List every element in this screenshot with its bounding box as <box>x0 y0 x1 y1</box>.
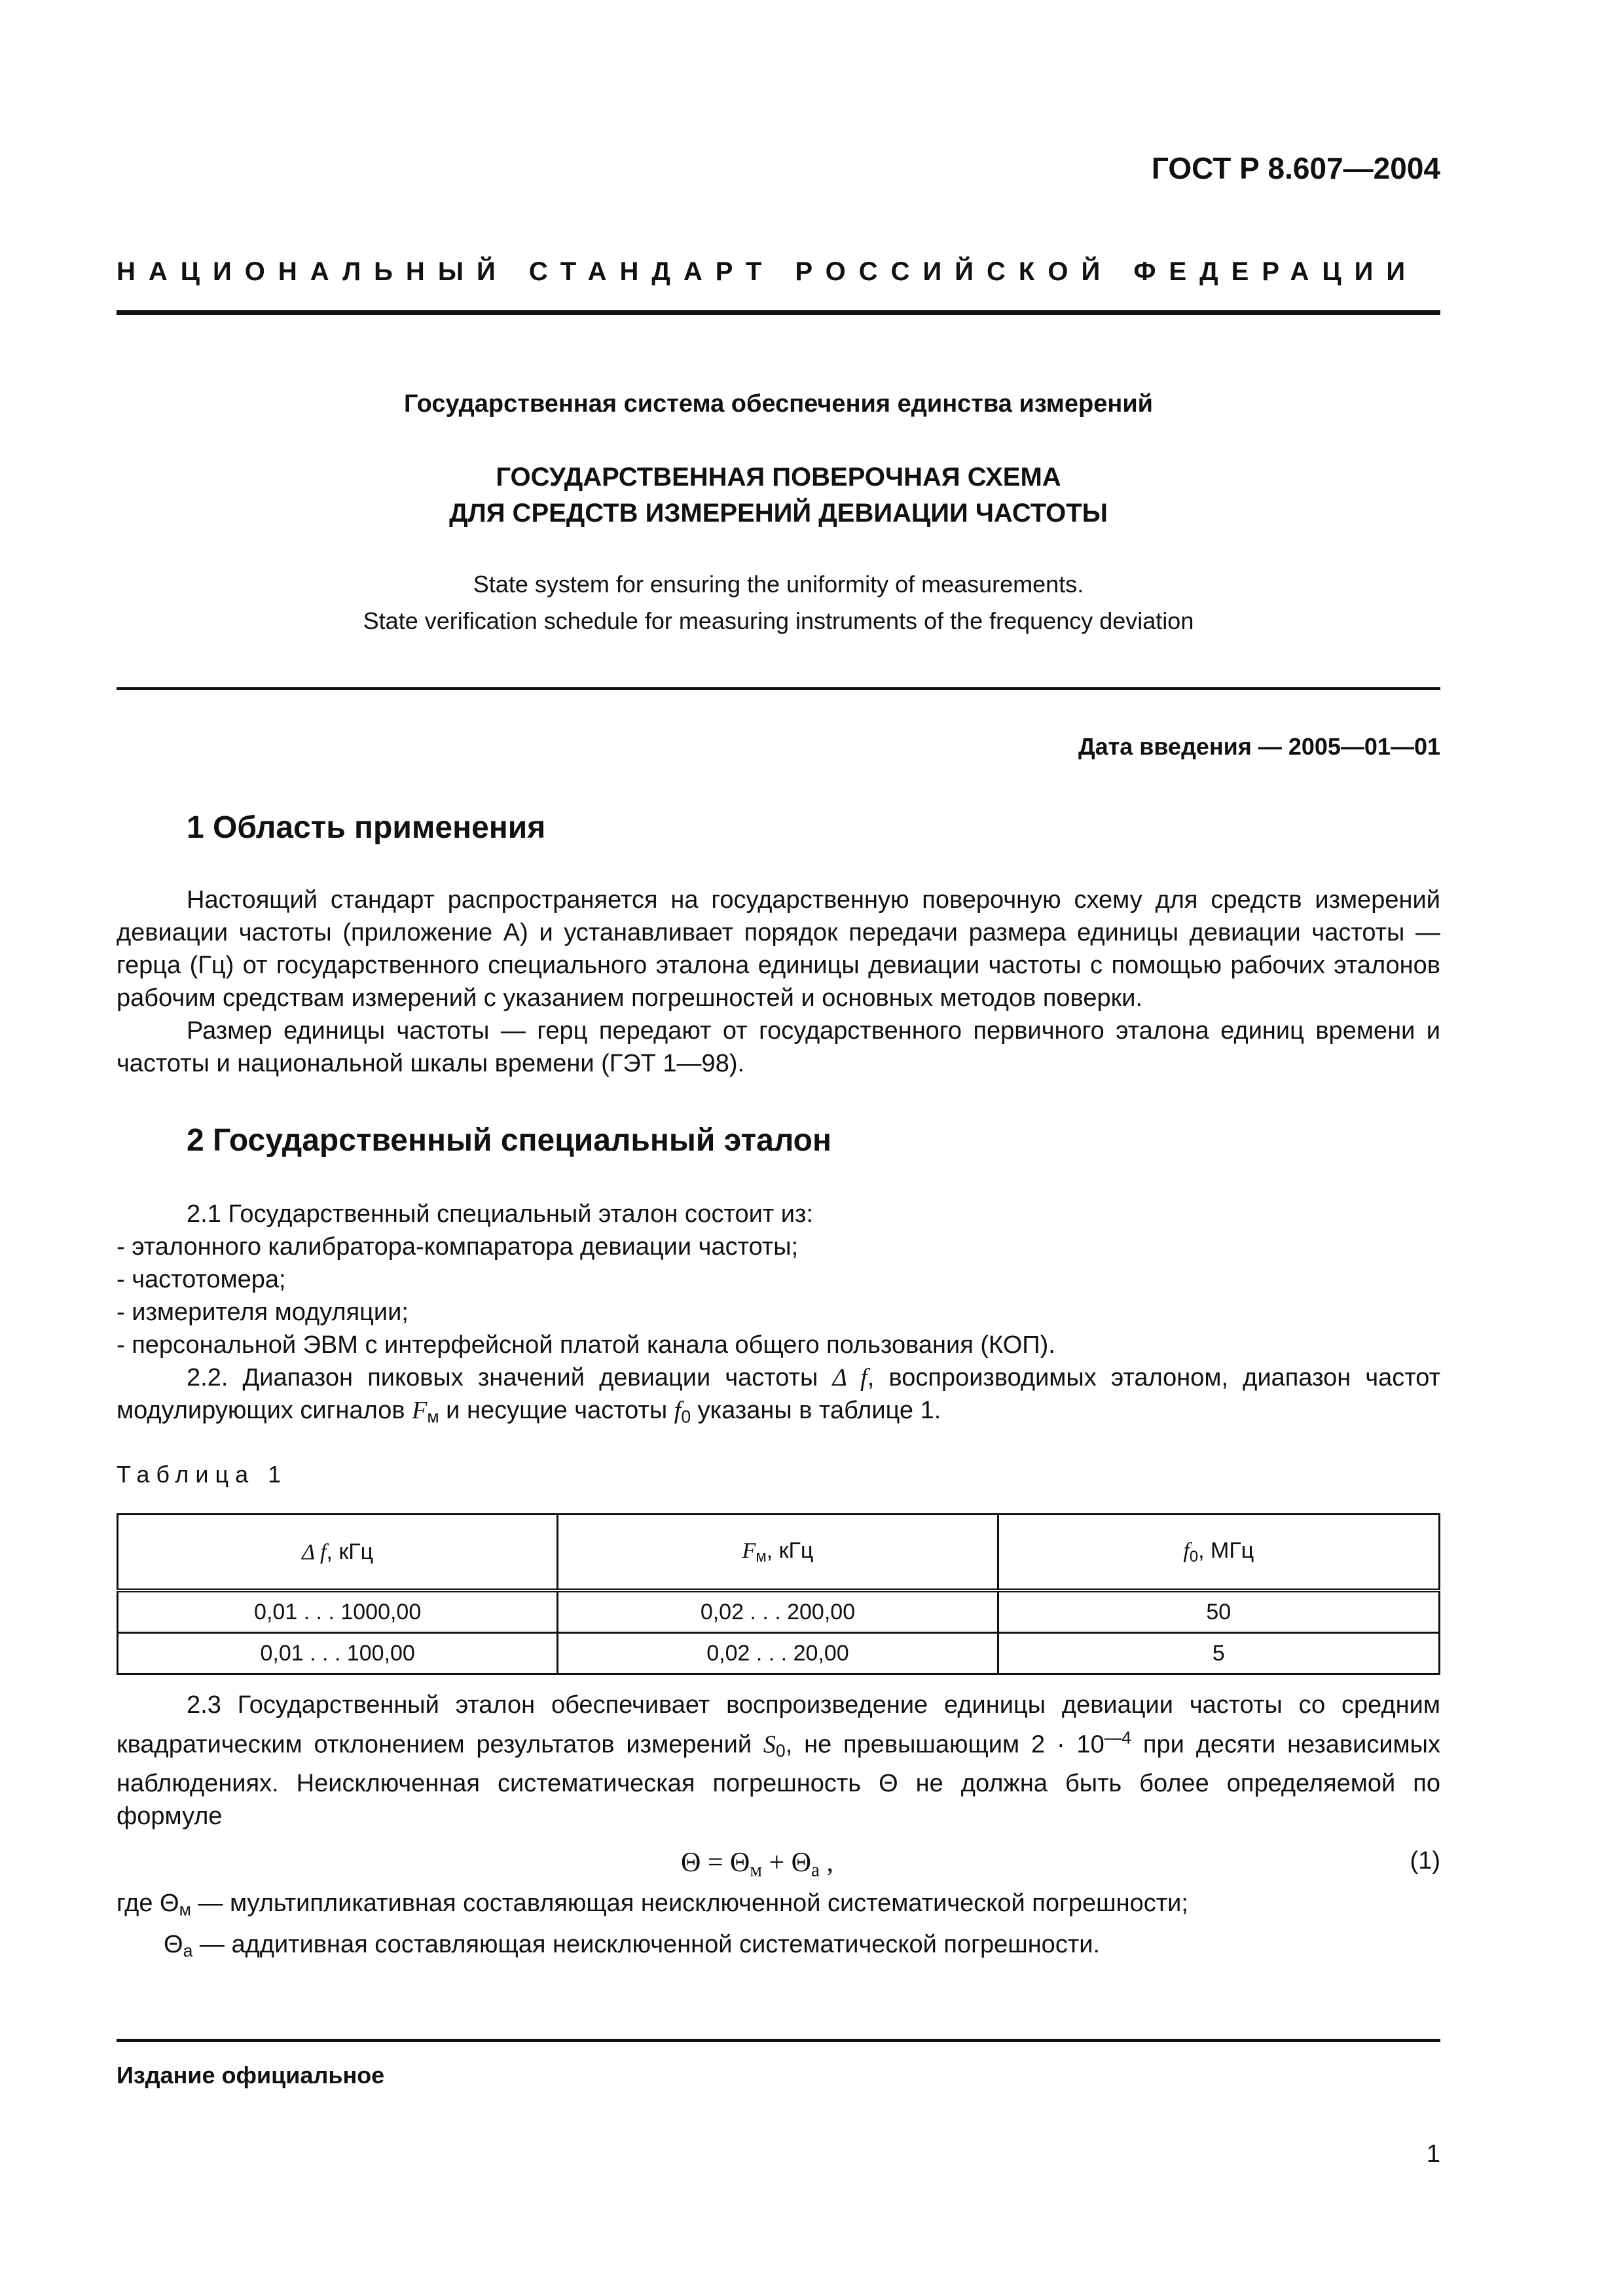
english-title-line2: State verification schedule for measuring instruments of the frequency deviation <box>363 607 1194 634</box>
clause-2-2: 2.2. Диапазон пиковых значений девиации частоты Δ f, воспроизводимых эталоном, диапазон частот модулирующих сигналов $F_м$ и несущие частоты $f_0$ указаны в таблице 1. <box>117 1364 1440 1427</box>
table-cell: 0,01 . . . 100,00 <box>118 1633 558 1674</box>
national-standard-banner: НАЦИОНАЛЬНЫЙ СТАНДАРТ РОССИЙСКОЙ ФЕДЕРАЦИИ <box>117 257 1419 286</box>
table-header-row <box>118 1515 1440 1591</box>
table-caption: Таблица 1 <box>117 1461 288 1488</box>
table-row <box>118 1590 1440 1633</box>
clause-2-1: 2.1 Государственный специальный эталон состоит из: <box>187 1200 813 1228</box>
list-item: - частотомера; <box>117 1266 286 1293</box>
main-title-line1: ГОСУДАРСТВЕННАЯ ПОВЕРОЧНАЯ СХЕМА <box>496 463 1061 492</box>
formula-number: (1) <box>1410 1847 1440 1874</box>
document-number: ГОСТ Р 8.607—2004 <box>1151 151 1440 185</box>
list-item: - измерителя модуляции; <box>117 1299 409 1326</box>
table-cell: 0,02 . . . 20,00 <box>558 1633 998 1674</box>
table-cell: 0,02 . . . 200,00 <box>558 1590 998 1633</box>
formula-1: $\Theta = \Theta_м + \Theta_а$ , <box>681 1848 834 1881</box>
section1-heading: 1 Область применения <box>187 810 546 845</box>
footer-divider <box>117 2039 1440 2042</box>
section2-heading: 2 Государственный специальный эталон <box>187 1123 831 1158</box>
section1-paragraph1: Настоящий стандарт распространяется на государственную поверочную схему для средств измерений девиации частоты (приложение А) и устанавливает порядок передачи размера единицы девиации частоты — герца (Гц) от государственного специального эталона единицы девиации частоты с помощью рабочих эталонов рабочим средствам измерений с указанием погрешностей и основных методов поверки. <box>117 886 1440 1012</box>
list-item: - эталонного калибратора-компаратора девиации частоты; <box>117 1233 799 1261</box>
system-title: Государственная система обеспечения единства измерений <box>403 390 1154 418</box>
title-divider <box>117 687 1440 690</box>
table-row <box>118 1633 1440 1674</box>
table-cell: 5 <box>998 1633 1439 1674</box>
table-1 <box>117 1513 1440 1675</box>
page-number: 1 <box>1426 2140 1440 2168</box>
english-title-line1: State system for ensuring the uniformity of measurements. <box>473 571 1084 598</box>
table-header-cell: $F_м$, кГц <box>558 1515 998 1591</box>
where-definition-1: где $\Theta_м$ — мультипликативная составляющая неисключенной систематической погрешности; <box>117 1890 1188 1920</box>
introduction-date: Дата введения — 2005—01—01 <box>1078 733 1440 760</box>
table-header-cell: $f_0$, МГц <box>998 1515 1439 1591</box>
clause-2-3: 2.3 Государственный эталон обеспечивает воспроизведение единицы девиации частоты со средним квадратическим отклонением результатов измерений $S_0$, не превышающим $2 \cdot 10^{—4}$ при десяти независимых наблюдениях. Неисключенная систематическая погрешность Θ не должна быть более определяемой по формуле <box>117 1691 1440 1830</box>
table-header-cell: Δ f, кГц <box>118 1515 558 1591</box>
main-title-line2: ДЛЯ СРЕДСТВ ИЗМЕРЕНИЙ ДЕВИАЦИИ ЧАСТОТЫ <box>449 499 1108 528</box>
where-definition-2: $\Theta_а$ — аддитивная составляющая неисключенной систематической погрешности. <box>164 1931 1101 1961</box>
table-cell: 50 <box>998 1590 1439 1633</box>
list-item: - персональной ЭВМ с интерфейсной платой канала общего пользования (КОП). <box>117 1331 1055 1359</box>
edition-label: Издание официальное <box>117 2062 385 2089</box>
header-divider <box>117 310 1440 315</box>
section1-paragraph2: Размер единицы частоты — герц передают от государственного первичного эталона единиц времени и частоты и национальной шкалы времени (ГЭТ 1—98). <box>117 1017 1440 1077</box>
table-cell: 0,01 . . . 1000,00 <box>118 1590 558 1633</box>
